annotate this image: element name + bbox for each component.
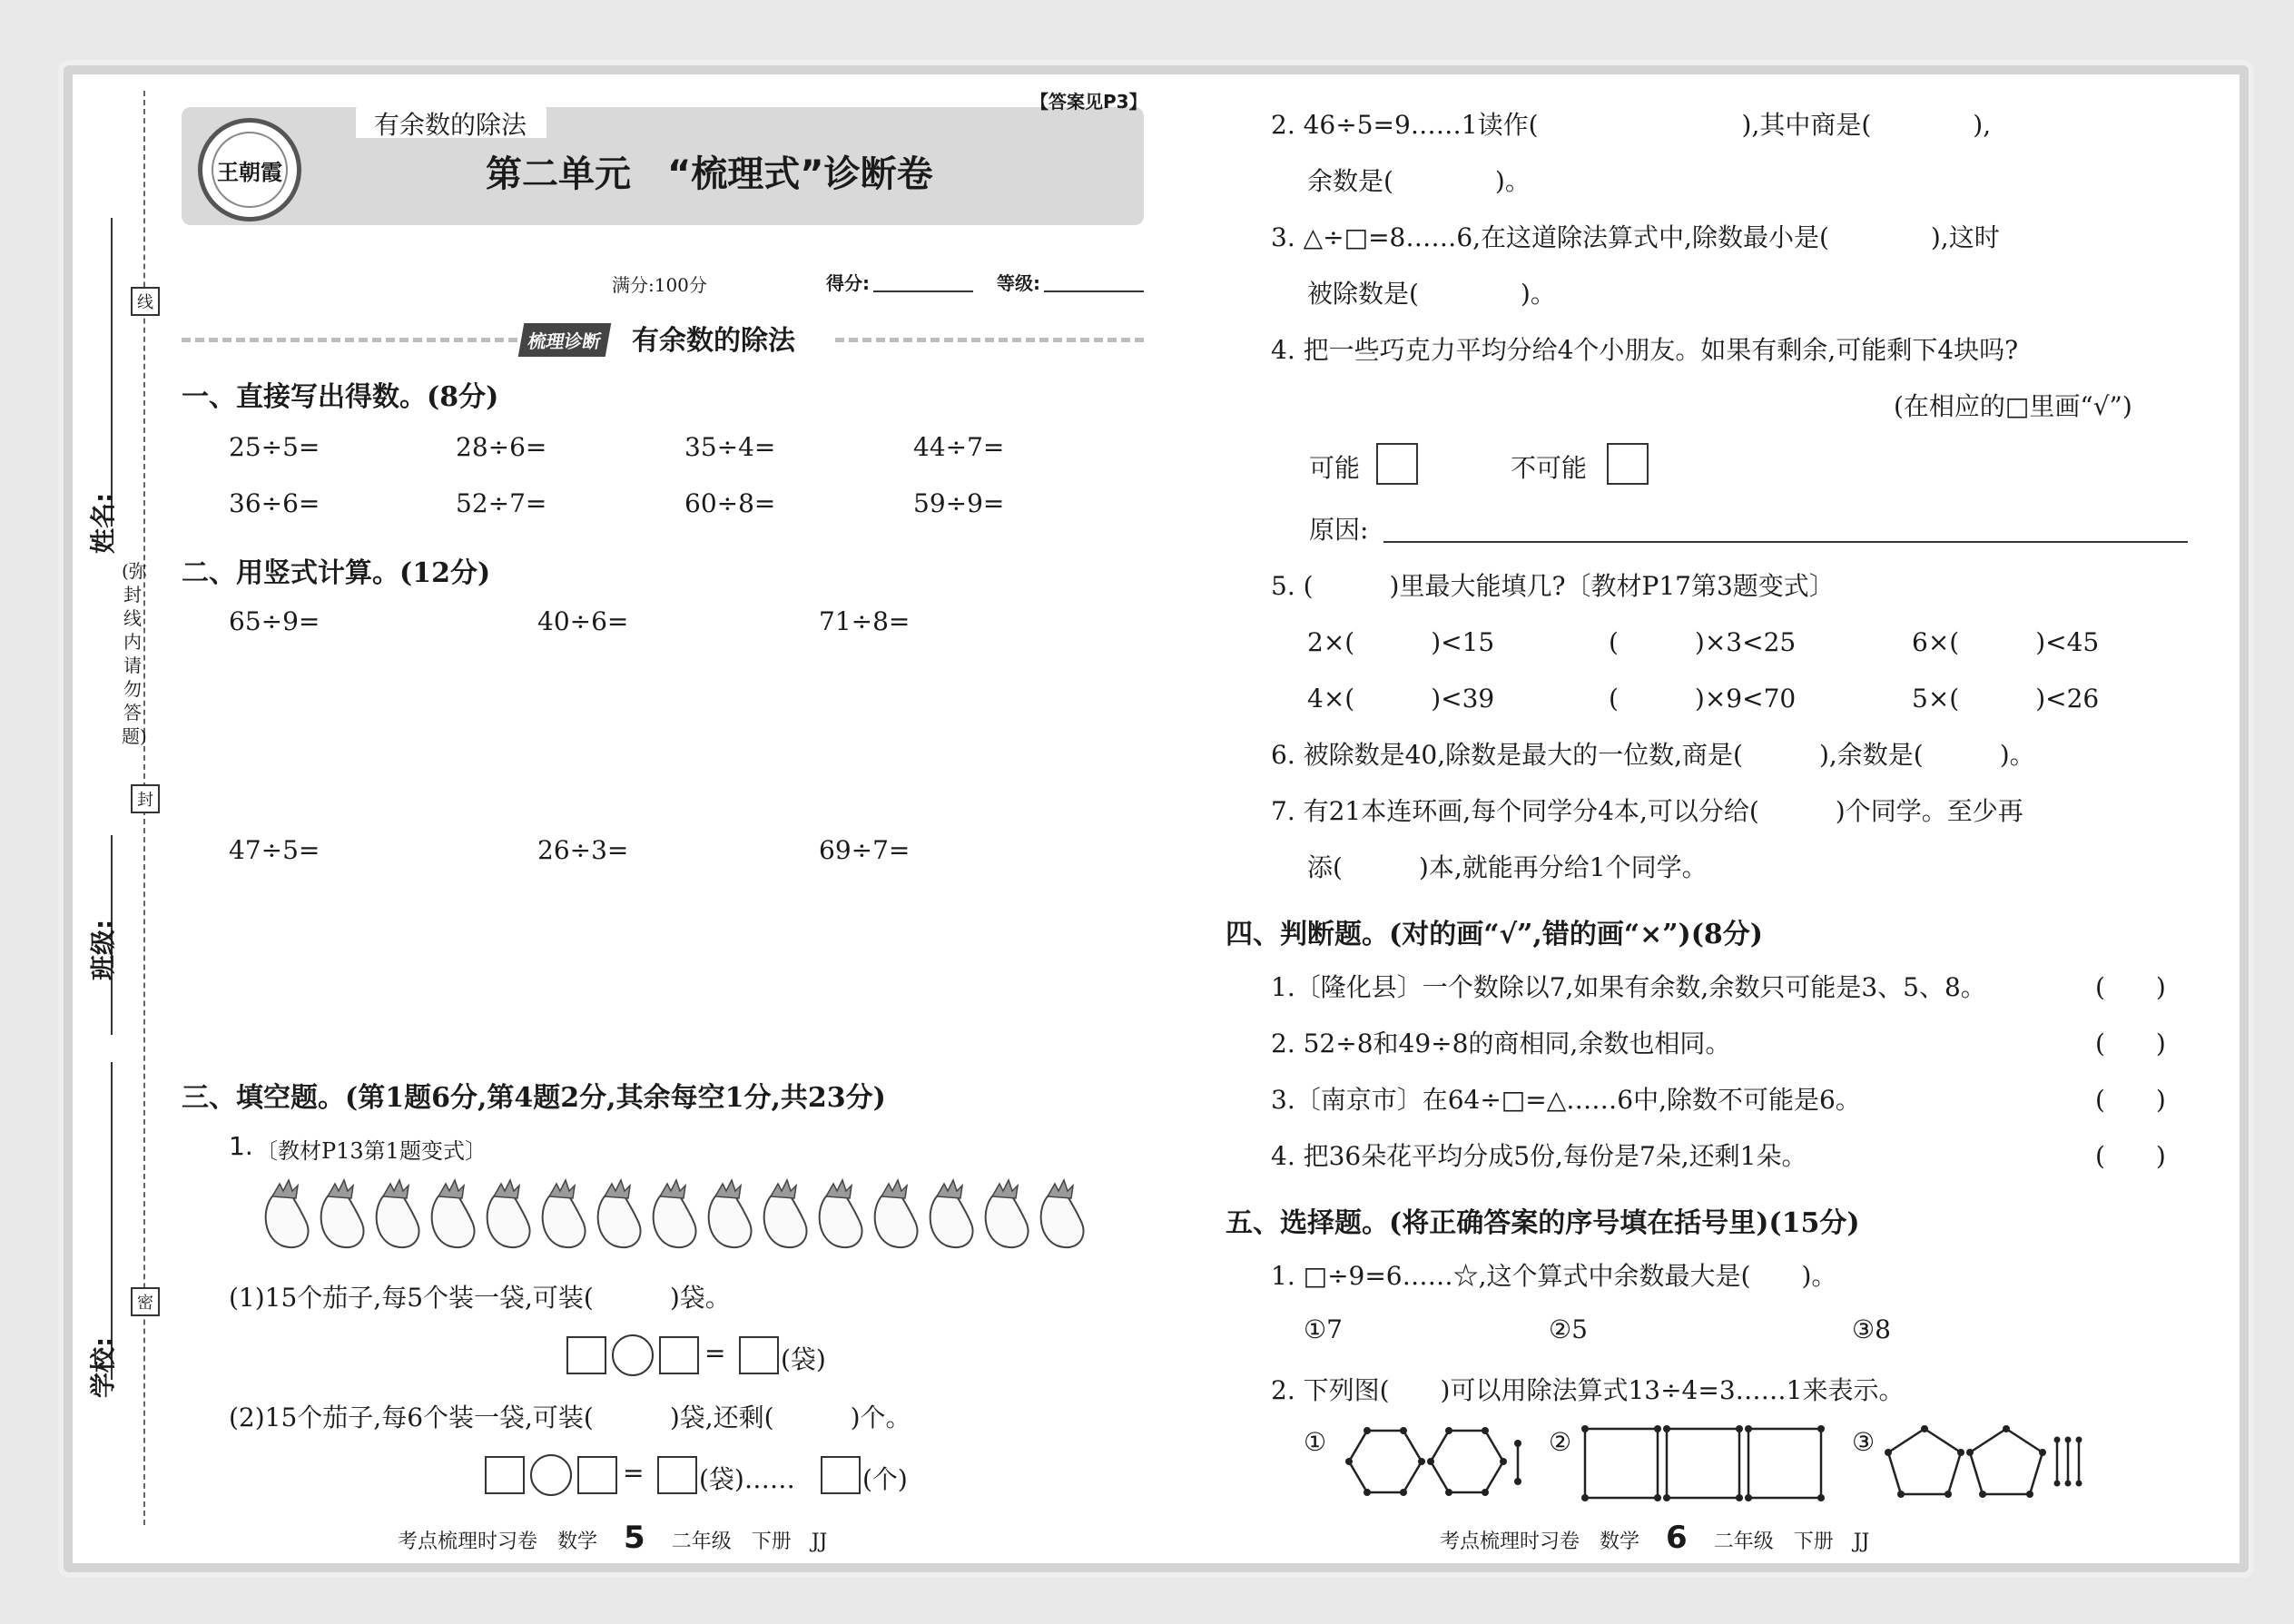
- operator-circle[interactable]: [612, 1334, 654, 1376]
- question-source: 〔教材P13第1题变式〕: [256, 1138, 487, 1164]
- unit-label: (袋): [781, 1344, 826, 1374]
- school-label: 学校:: [88, 1336, 118, 1398]
- question-number: 1.: [229, 1131, 253, 1161]
- eggplant-icon: [875, 1180, 918, 1247]
- question-4-hint: (在相应的□里画“√”): [1894, 391, 2132, 421]
- part2-title: 二、用竖式计算。(12分): [182, 557, 491, 589]
- vertical-calc-item[interactable]: 65÷9=: [229, 606, 320, 636]
- choice-option[interactable]: ①7: [1304, 1314, 1343, 1344]
- operator-circle[interactable]: [530, 1454, 572, 1496]
- footer-grade: 二年级 下册 JJ: [1713, 1530, 1870, 1553]
- eggplant-row: [263, 1176, 1117, 1255]
- choice-question-2: 2. 下列图( )可以用除法算式13÷4=3……1来表示。: [1271, 1375, 1905, 1405]
- eggplant-icon: [1041, 1180, 1084, 1247]
- equals-sign: =: [623, 1458, 645, 1488]
- eggplant-icon: [432, 1180, 475, 1247]
- question-5: 5. ( )里最大能填几?〔教材P17第3题变式〕: [1271, 571, 1835, 601]
- inequality-item[interactable]: 6×( )<45: [1912, 627, 2100, 657]
- answer-box[interactable]: [566, 1336, 606, 1374]
- judge-item: 3.〔南京市〕在64÷□=△……6中,除数不可能是6。: [1271, 1085, 1861, 1115]
- part1-title: 一、直接写出得数。(8分): [182, 381, 499, 413]
- vertical-calc-item[interactable]: 69÷7=: [819, 835, 911, 865]
- inequality-item[interactable]: 5×( )<26: [1912, 684, 2100, 714]
- seal-line: 线: [131, 287, 160, 316]
- eggplant-icon: [654, 1180, 696, 1247]
- unit-label: (袋)……: [699, 1464, 795, 1494]
- vertical-calc-item[interactable]: 71÷8=: [819, 606, 911, 636]
- logo-text: 王朝霞: [212, 132, 288, 208]
- answer-box[interactable]: [659, 1336, 699, 1374]
- question-2: 2. 46÷5=9……1读作( ),其中商是( ),: [1271, 110, 1992, 140]
- page-title: 第二单元 “梳理式”诊断卷: [486, 153, 933, 195]
- option-impossible-label: 不可能: [1511, 453, 1588, 483]
- unit-label: (个): [862, 1464, 908, 1494]
- choice-option[interactable]: ②5: [1549, 1314, 1588, 1344]
- calc-item[interactable]: 25÷5=: [229, 432, 320, 462]
- part3-title: 三、填空题。(第1题6分,第4题2分,其余每空1分,共23分): [182, 1082, 886, 1114]
- section-title: 有余数的除法: [632, 325, 795, 357]
- school-line: [111, 1062, 113, 1380]
- option-possible-checkbox[interactable]: [1376, 443, 1418, 485]
- figure-pentagons: [1879, 1416, 2088, 1507]
- answer-reference: 【答案见P3】: [1030, 91, 1147, 113]
- part4-title: 四、判断题。(对的画“√”,错的画“×”)(8分): [1226, 919, 1763, 950]
- vertical-calc-item[interactable]: 26÷3=: [537, 835, 629, 865]
- equals-sign: =: [704, 1338, 726, 1368]
- unit-topic: 有余数的除法: [374, 110, 527, 140]
- publisher-logo: [198, 118, 301, 221]
- option-impossible-checkbox[interactable]: [1607, 443, 1649, 485]
- part5-title: 五、选择题。(将正确答案的序号填在括号里)(15分): [1226, 1207, 1860, 1239]
- vertical-calc-item[interactable]: 40÷6=: [537, 606, 629, 636]
- figure-label[interactable]: ③: [1852, 1427, 1876, 1457]
- question-3-2: (2)15个茄子,每6个装一袋,可装( )袋,还剩( )个。: [229, 1403, 911, 1432]
- inequality-item[interactable]: ( )×3<25: [1609, 627, 1797, 657]
- question-7-cont: 添( )本,就能再分给1个同学。: [1307, 852, 1708, 882]
- vertical-calc-item[interactable]: 47÷5=: [229, 835, 320, 865]
- grade-blank[interactable]: [1044, 290, 1144, 292]
- calc-item[interactable]: 35÷4=: [684, 432, 776, 462]
- eggplant-icon: [377, 1180, 419, 1247]
- name-line: [111, 218, 113, 527]
- footer-series: 考点梳理时习卷 数学: [1440, 1530, 1640, 1553]
- reason-label: 原因:: [1309, 515, 1369, 545]
- calc-item[interactable]: 52÷7=: [456, 488, 547, 518]
- question-7: 7. 有21本连环画,每个同学分4本,可以分给( )个同学。至少再: [1271, 796, 2023, 826]
- eggplant-icon: [930, 1180, 973, 1247]
- judge-answer[interactable]: ( ): [2095, 1141, 2166, 1171]
- judge-item: 1.〔隆化县〕一个数除以7,如果有余数,余数只可能是3、5、8。: [1271, 972, 1986, 1002]
- reason-line[interactable]: [1383, 541, 2188, 543]
- judge-answer[interactable]: ( ): [2095, 972, 2166, 1002]
- eggplant-icon: [321, 1180, 364, 1247]
- eggplant-icon: [986, 1180, 1029, 1247]
- grade-label: 等级:: [997, 272, 1040, 294]
- class-label: 班级:: [88, 919, 118, 980]
- figure-label[interactable]: ①: [1304, 1427, 1327, 1457]
- calc-item[interactable]: 36÷6=: [229, 488, 320, 518]
- seal-seal: 封: [131, 784, 160, 813]
- eggplant-icon: [764, 1180, 807, 1247]
- calc-item[interactable]: 28÷6=: [456, 432, 547, 462]
- calc-item[interactable]: 59÷9=: [913, 488, 1005, 518]
- section-rule-left: [182, 338, 517, 342]
- eggplant-icon: [266, 1180, 309, 1247]
- calc-item[interactable]: 44÷7=: [913, 432, 1005, 462]
- figure-label[interactable]: ②: [1549, 1427, 1572, 1457]
- choice-option[interactable]: ③8: [1852, 1314, 1891, 1344]
- full-score: 满分:100分: [612, 274, 707, 296]
- answer-box[interactable]: [577, 1456, 617, 1494]
- question-3: 3. △÷□=8……6,在这道除法算式中,除数最小是( ),这时: [1271, 222, 2000, 252]
- footer-right: [1440, 1520, 1869, 1556]
- figure-squares: [1576, 1416, 1839, 1507]
- score-blank[interactable]: [873, 290, 973, 292]
- answer-box[interactable]: [821, 1456, 861, 1494]
- question-3-cont: 被除数是( )。: [1307, 279, 1556, 309]
- question-3-1: (1)15个茄子,每5个装一袋,可装( )袋。: [229, 1283, 731, 1313]
- page-number: 6: [1666, 1520, 1688, 1556]
- inequality-item[interactable]: 4×( )<39: [1307, 684, 1495, 714]
- footer-left: [398, 1520, 827, 1556]
- figure-hexagons: [1331, 1416, 1540, 1507]
- footer-grade: 二年级 下册 JJ: [671, 1530, 828, 1553]
- question-2-cont: 余数是( )。: [1307, 166, 1531, 196]
- answer-box[interactable]: [657, 1456, 697, 1494]
- seal-secret: 密: [131, 1287, 160, 1316]
- eggplant-icon: [598, 1180, 641, 1247]
- name-label: 姓名:: [88, 492, 118, 554]
- binding-note: (弥封线内请勿答题): [122, 560, 147, 747]
- judge-item: 4. 把36朵花平均分成5份,每份是7朵,还剩1朵。: [1271, 1141, 1807, 1171]
- section-rule-right: [835, 338, 1144, 342]
- eggplant-icon: [709, 1180, 752, 1247]
- question-4: 4. 把一些巧克力平均分给4个小朋友。如果有剩余,可能剩下4块吗?: [1271, 335, 2019, 365]
- answer-box[interactable]: [739, 1336, 779, 1374]
- option-possible-label: 可能: [1309, 453, 1361, 483]
- judge-answer[interactable]: ( ): [2095, 1029, 2166, 1058]
- eggplant-icon: [820, 1180, 862, 1247]
- eggplant-icon: [543, 1180, 586, 1247]
- choice-question-1: 1. □÷9=6……☆,这个算式中余数最大是( )。: [1271, 1261, 1837, 1291]
- calc-item[interactable]: 60÷8=: [684, 488, 776, 518]
- judge-item: 2. 52÷8和49÷8的商相同,余数也相同。: [1271, 1029, 1731, 1058]
- footer-series: 考点梳理时习卷 数学: [398, 1530, 598, 1553]
- inequality-item[interactable]: ( )×9<70: [1609, 684, 1797, 714]
- section-chip: 梳理诊断: [518, 323, 612, 357]
- judge-answer[interactable]: ( ): [2095, 1085, 2166, 1115]
- eggplant-icon: [487, 1180, 530, 1247]
- question-6: 6. 被除数是40,除数是最大的一位数,商是( ),余数是( )。: [1271, 740, 2035, 770]
- page-number: 5: [624, 1520, 645, 1556]
- inequality-item[interactable]: 2×( )<15: [1307, 627, 1495, 657]
- answer-box[interactable]: [485, 1456, 525, 1494]
- score-label: 得分:: [826, 272, 870, 294]
